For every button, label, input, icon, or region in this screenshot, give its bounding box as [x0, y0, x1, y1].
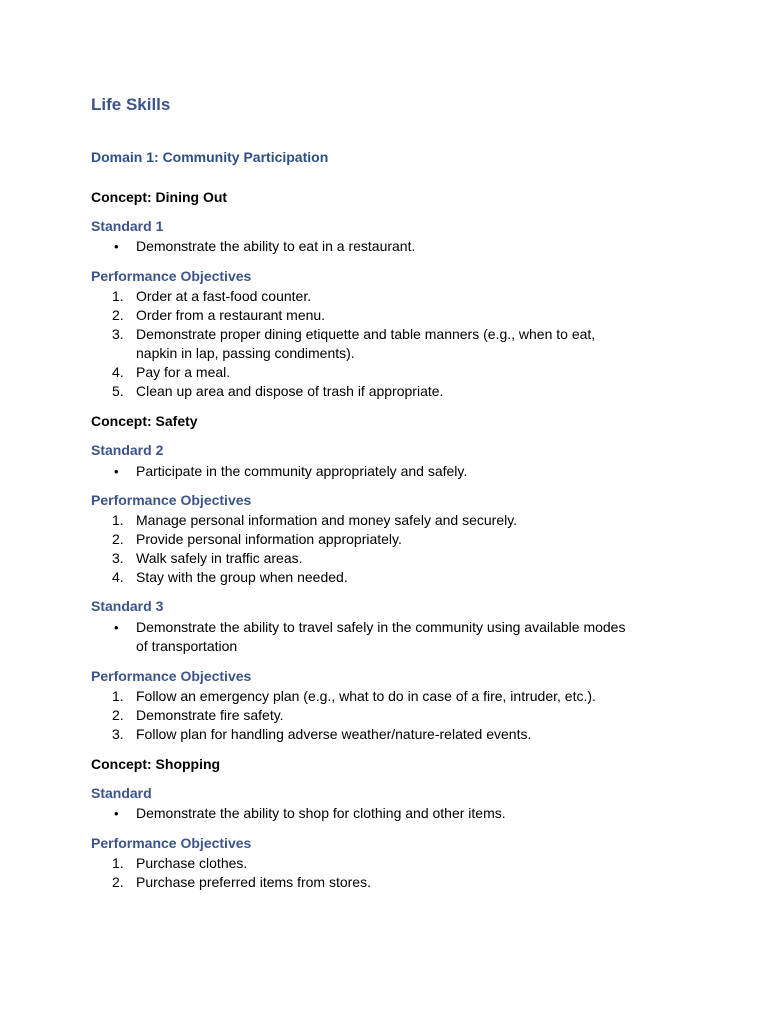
standard-1-heading: Standard 1: [91, 218, 164, 234]
standard-shopping-heading: Standard: [91, 785, 152, 801]
list-number: 1.: [112, 512, 124, 528]
list-number: 2.: [112, 707, 124, 723]
standard-2-heading: Standard 2: [91, 442, 164, 458]
list-number: 1.: [112, 855, 124, 871]
list-item: Stay with the group when needed.: [136, 569, 348, 585]
performance-objectives-1-heading: Performance Objectives: [91, 268, 252, 284]
list-item: Order at a fast-food counter.: [136, 288, 312, 304]
bullet-marker: •: [114, 464, 119, 479]
standard-shopping-bullet: Demonstrate the ability to shop for clothing and other items.: [136, 805, 506, 821]
list-number: 4.: [112, 569, 124, 585]
list-number: 2.: [112, 874, 124, 890]
list-item: Purchase preferred items from stores.: [136, 874, 371, 890]
standard-3-heading: Standard 3: [91, 598, 164, 614]
standard-2-bullet: Participate in the community appropriately and safely.: [136, 463, 468, 479]
list-number: 2.: [112, 307, 124, 323]
concept-dining-heading: Concept: Dining Out: [91, 189, 228, 205]
standard-3-bullet-continuation: of transportation: [136, 638, 238, 654]
list-item: Manage personal information and money safely and securely.: [136, 512, 518, 528]
bullet-marker: •: [114, 620, 119, 635]
domain-heading: Domain 1: Community Participation: [91, 149, 329, 165]
list-number: 1.: [112, 288, 124, 304]
standard-1-bullet: Demonstrate the ability to eat in a restaurant.: [136, 238, 416, 254]
list-item: Order from a restaurant menu.: [136, 307, 326, 323]
list-number: 3.: [112, 326, 124, 342]
bullet-marker: •: [114, 806, 119, 821]
list-number: 3.: [112, 726, 124, 742]
performance-objectives-2-heading: Performance Objectives: [91, 492, 252, 508]
concept-shopping-heading: Concept: Shopping: [91, 756, 221, 772]
concept-safety-heading: Concept: Safety: [91, 413, 198, 429]
list-number: 4.: [112, 364, 124, 380]
list-item: Demonstrate fire safety.: [136, 707, 284, 723]
list-item: Follow plan for handling adverse weather/nature-related events.: [136, 726, 532, 742]
list-item: Purchase clothes.: [136, 855, 248, 871]
list-number: 3.: [112, 550, 124, 566]
list-item: Walk safely in traffic areas.: [136, 550, 303, 566]
list-number: 1.: [112, 688, 124, 704]
list-item: Provide personal information appropriately.: [136, 531, 402, 547]
list-number: 5.: [112, 383, 124, 399]
list-item: Demonstrate proper dining etiquette and table manners (e.g., when to eat,: [136, 326, 596, 342]
list-number: 2.: [112, 531, 124, 547]
list-item: Pay for a meal.: [136, 364, 231, 380]
bullet-marker: •: [114, 239, 119, 254]
list-item: Follow an emergency plan (e.g., what to do in case of a fire, intruder, etc.).: [136, 688, 596, 704]
list-item-continuation: napkin in lap, passing condiments).: [136, 345, 355, 361]
standard-3-bullet: Demonstrate the ability to travel safely in the community using available modes: [136, 619, 626, 635]
performance-objectives-3-heading: Performance Objectives: [91, 668, 252, 684]
performance-objectives-4-heading: Performance Objectives: [91, 835, 252, 851]
list-item: Clean up area and dispose of trash if appropriate.: [136, 383, 444, 399]
page-title: Life Skills: [91, 95, 171, 114]
